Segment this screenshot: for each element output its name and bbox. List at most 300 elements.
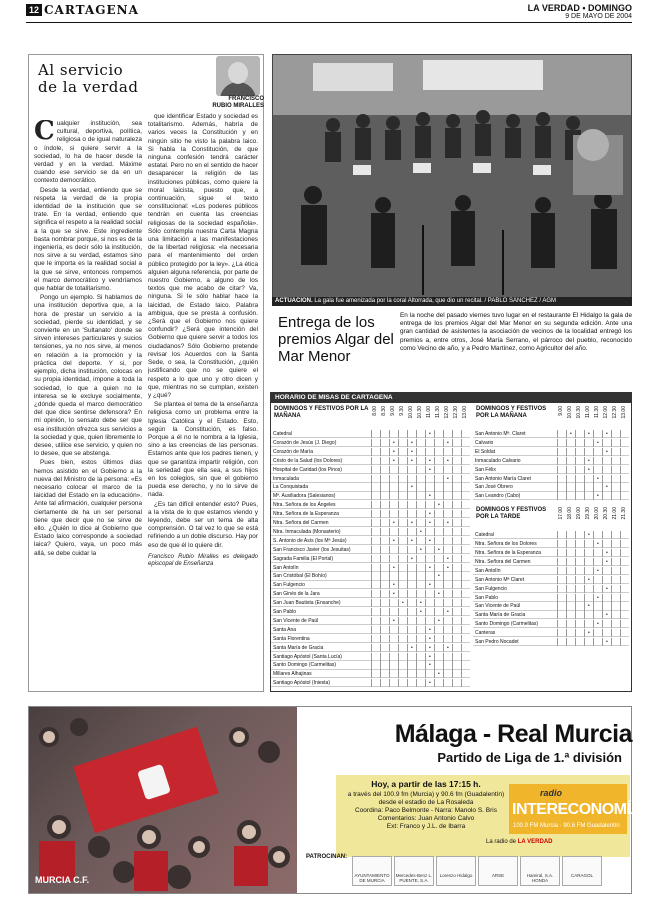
schedule-row [271, 546, 470, 554]
mass-mark: • [447, 475, 449, 482]
church-name: Catedral [475, 532, 494, 539]
schedule-cell [380, 510, 389, 518]
mass-mark: • [597, 475, 599, 482]
schedule-cell [620, 448, 629, 456]
schedule-cell [452, 528, 461, 536]
schedule-cell [380, 661, 389, 669]
schedule-cell [593, 629, 602, 637]
story-headline: Entrega de los premios Algar del Mar Menor [278, 314, 394, 365]
match-title: Málaga - Real Murcia [394, 720, 632, 748]
schedule-cell [452, 555, 461, 563]
schedule-cell [602, 594, 611, 602]
schedule-cell [566, 549, 575, 557]
sponsors-label: PATROCINAN: [306, 854, 348, 860]
church-name: San Antonio María Claret [475, 475, 531, 482]
schedule-cell [407, 439, 416, 447]
schedule-cell [380, 439, 389, 447]
schedule-cell [380, 572, 389, 580]
schedule-cell [425, 492, 434, 500]
schedule-cell [593, 540, 602, 548]
schedule-cell [557, 549, 566, 557]
schedule-cell [416, 617, 425, 625]
schedule-cell [602, 576, 611, 584]
schedule-cell [611, 611, 620, 619]
schedule-cell [461, 572, 470, 580]
schedule-cell [398, 430, 407, 438]
schedule-cell [575, 638, 584, 646]
schedule-cell [389, 679, 398, 687]
church-name: San Leandro (Cabo) [475, 493, 521, 500]
schedule-cell [443, 653, 452, 661]
schedule-cell [407, 457, 416, 465]
schedule-cell [593, 483, 602, 491]
schedule-cell [407, 635, 416, 643]
schedule-cell [407, 466, 416, 474]
schedule-cell [452, 670, 461, 678]
schedule-cell [389, 510, 398, 518]
schedule-cell [407, 501, 416, 509]
schedule-cell [602, 620, 611, 628]
schedule-cell [398, 528, 407, 536]
mass-mark: • [447, 609, 449, 615]
schedule-row [473, 594, 629, 602]
schedule-cell [452, 644, 461, 652]
schedule-hour: 10.00 [567, 406, 573, 419]
church-name: Millares Alhajinas [273, 671, 312, 678]
schedule-cell [380, 590, 389, 598]
schedule-cell [434, 510, 443, 518]
schedule-cell [434, 537, 443, 545]
schedule-cell [434, 679, 443, 687]
schedule-cell [407, 537, 416, 545]
schedule-cell [389, 528, 398, 536]
mass-mark: • [429, 493, 431, 500]
schedule-hour: 11.00 [426, 406, 432, 419]
schedule-hour: 20.30 [603, 507, 609, 520]
schedule-cell [380, 653, 389, 661]
mass-mark: • [411, 484, 413, 491]
schedule-cell [620, 602, 629, 610]
schedule-cell [398, 519, 407, 527]
schedule-hour: 19.30 [585, 507, 591, 520]
schedule-cell [389, 448, 398, 456]
schedule-cell [434, 501, 443, 509]
schedule-row [473, 549, 629, 557]
schedule-cell [416, 590, 425, 598]
schedule-row [271, 661, 470, 669]
schedule-cell [566, 620, 575, 628]
schedule-cell [398, 635, 407, 643]
schedule-cell [575, 558, 584, 566]
schedule-cell [461, 670, 470, 678]
schedule-cell [434, 439, 443, 447]
sponsor-logo: CARAGOL [562, 856, 602, 886]
schedule-cell [434, 483, 443, 491]
column-text-right [148, 113, 258, 688]
schedule-row [271, 483, 470, 491]
schedule-row [473, 439, 629, 447]
schedule-cell [425, 679, 434, 687]
church-name: Inmaculado Calvario [475, 457, 521, 464]
mass-mark: • [429, 457, 431, 464]
church-name: San Antonio Mª Claret [475, 576, 525, 583]
schedule-cell [611, 439, 620, 447]
schedule-cell [371, 599, 380, 607]
schedule-cell [371, 492, 380, 500]
schedule-cell [575, 611, 584, 619]
church-name: Ntra. Señora de los Ángeles [273, 502, 336, 509]
schedule-row [271, 555, 470, 563]
mass-mark: • [393, 564, 395, 571]
schedule-cell [593, 602, 602, 610]
schedule-row [271, 653, 470, 661]
church-name: Ntra. Señora de los Dolores [475, 541, 537, 548]
schedule-cell [443, 510, 452, 518]
schedule-cell [584, 602, 593, 610]
mass-mark: • [438, 546, 440, 553]
schedule-cell [557, 602, 566, 610]
column-paragraph: Desde la verdad, entiendo que se respeta la verdad de la propia identidad de la institución que se trate. En la verdad, entiendo que significa el respeto a la realidad social a la que se sirve. Este ingrediente basta nombrar porque, si nos es de la ingeniería, es decir sólo la institución, nos sirve a su verdad, estamos sino que le importa es la realidad social a la que se sirve, entonces rompemos el marco democrático y vendríamos que hablar de totalitarismo. [34, 186, 142, 293]
schedule-cell [407, 430, 416, 438]
schedule-cell [461, 457, 470, 465]
schedule-cell [620, 558, 629, 566]
schedule-cell [425, 483, 434, 491]
schedule-cell [425, 564, 434, 572]
schedule-cell [452, 590, 461, 598]
mass-mark: • [393, 439, 395, 446]
schedule-cell [452, 661, 461, 669]
schedule-cell [434, 661, 443, 669]
schedule-cell [452, 475, 461, 483]
crowd-banner: MURCIA C.F. [35, 875, 90, 885]
schedule-cell [593, 549, 602, 557]
schedule-cell [371, 519, 380, 527]
schedule-row [271, 572, 470, 580]
schedule-cell [611, 594, 620, 602]
schedule-cell [389, 590, 398, 598]
schedule-cell [443, 644, 452, 652]
schedule-cell [452, 537, 461, 545]
schedule-cell [557, 558, 566, 566]
schedule-cell [602, 475, 611, 483]
schedule-cell [575, 602, 584, 610]
schedule-cell [380, 501, 389, 509]
schedule-cell [434, 564, 443, 572]
schedule-cell [425, 581, 434, 589]
schedule-cell [443, 475, 452, 483]
schedule-cell [452, 572, 461, 580]
schedule-cell [557, 475, 566, 483]
schedule-cell [416, 510, 425, 518]
schedule-cell [434, 448, 443, 456]
schedule-cell [611, 475, 620, 483]
schedule-cell [557, 466, 566, 474]
schedule-cell [620, 629, 629, 637]
author-portrait [216, 56, 260, 96]
mass-mark: • [429, 520, 431, 526]
schedule-cell [584, 558, 593, 566]
schedule-cell [461, 537, 470, 545]
mass-mark: • [438, 591, 440, 598]
schedule-cell [461, 661, 470, 669]
schedule-cell [593, 638, 602, 646]
church-name: Santa María de Gracia [273, 644, 324, 651]
schedule-cell [452, 430, 461, 438]
schedule-cell [371, 501, 380, 509]
schedule-cell [398, 510, 407, 518]
schedule-cell [380, 608, 389, 616]
schedule-row [271, 670, 470, 678]
schedule-cell [584, 531, 593, 539]
photo-caption: ACTUACIÓN. La gala fue amenizada por la coral Altorrada, que dio un recital. / PABLO SÁNCHEZ / AGM [272, 297, 632, 306]
schedule-cell [434, 519, 443, 527]
schedule-cell [575, 483, 584, 491]
schedule-cell [398, 608, 407, 616]
schedule-cell [425, 617, 434, 625]
church-name: San Antolín [475, 567, 501, 574]
schedule-cell [443, 430, 452, 438]
mass-mark: • [429, 537, 431, 544]
schedule-cell [620, 439, 629, 447]
mass-mark: • [606, 639, 608, 645]
schedule-cell [575, 540, 584, 548]
church-name: San Cristóbal (El Bohío) [273, 573, 327, 580]
schedule-cell [602, 540, 611, 548]
mass-mark: • [588, 576, 590, 583]
schedule-cell [593, 576, 602, 584]
schedule-cell [380, 599, 389, 607]
mass-mark: • [393, 537, 395, 544]
schedule-cell [461, 555, 470, 563]
schedule-cell [434, 457, 443, 465]
schedule-cell [389, 475, 398, 483]
schedule-cell [452, 483, 461, 491]
schedule-cell [389, 608, 398, 616]
schedule-cell [557, 629, 566, 637]
mass-mark: • [429, 466, 431, 473]
church-name: Hospital de Caridad (los Pinos) [273, 466, 342, 473]
mass-mark: • [420, 600, 422, 607]
crowd-photo [29, 707, 297, 894]
sponsor-logo: Mercedes-Benz L. PUENTE, S.A. [394, 856, 434, 886]
schedule-cell [407, 528, 416, 536]
schedule-cell [443, 466, 452, 474]
radio-owner-line: La radio de LA VERDAD [486, 839, 553, 845]
column-paragraph: Pues bien, estos últimos días hemos asistido en el Gobierno a la nueva del Ministro de la persona: «Es necesario colocar el marco de la laicidad del Estado en la educación». Ante tal afirmación, cualquier persona ciertamente de ha un ser personal tiene que decir que no se sirve de ello. ¿Quién lo dice al Gobierno que Estado laico corresponde a sociedad laica? Quiero, vaya, un poco más allá, se debe cuidar la [34, 459, 142, 557]
schedule-cell [407, 564, 416, 572]
schedule-cell [407, 644, 416, 652]
church-name: Catedral [273, 431, 292, 437]
schedule-cell [398, 590, 407, 598]
mass-mark: • [588, 532, 590, 539]
schedule-cell [443, 590, 452, 598]
church-name: Santiago Apóstol (Iniesta) [273, 680, 330, 687]
schedule-cell [602, 611, 611, 619]
schedule-cell [575, 430, 584, 438]
schedule-cell [389, 670, 398, 678]
schedule-cell [620, 620, 629, 628]
schedule-cell [398, 546, 407, 554]
schedule-row [473, 558, 629, 566]
schedule-cell [575, 466, 584, 474]
schedule-cell [371, 475, 380, 483]
schedule-cell [584, 457, 593, 465]
mass-mark: • [393, 617, 395, 624]
schedule-cell [434, 608, 443, 616]
schedule-cell [380, 483, 389, 491]
schedule-cell [461, 564, 470, 572]
schedule-cell [371, 617, 380, 625]
mass-mark: • [429, 653, 431, 660]
mass-mark: • [597, 594, 599, 601]
schedule-cell [389, 661, 398, 669]
schedule-cell [425, 510, 434, 518]
schedule-cell [416, 679, 425, 687]
schedule-cell [611, 602, 620, 610]
church-name: San Vicente de Paúl [273, 617, 319, 624]
schedule-cell [575, 576, 584, 584]
schedule-cell [416, 501, 425, 509]
schedule-row [473, 540, 629, 548]
schedule-cell [461, 492, 470, 500]
schedule-row [473, 611, 629, 619]
schedule-cell [416, 528, 425, 536]
schedule-cell [416, 519, 425, 527]
schedule-cell [620, 594, 629, 602]
schedule-cell [557, 430, 566, 438]
schedule-cell [425, 501, 434, 509]
schedule-cell [557, 483, 566, 491]
schedule-row [271, 608, 470, 616]
mass-mark: • [447, 564, 449, 571]
mass-mark: • [429, 626, 431, 633]
broadcast-detail-line: Comentarios: Juan Antonio Calvo [377, 815, 475, 822]
mass-mark: • [597, 439, 599, 446]
schedule-cell [584, 466, 593, 474]
schedule-cell [407, 670, 416, 678]
schedule-cell [371, 661, 380, 669]
schedule-cell [461, 617, 470, 625]
schedule-cell [611, 540, 620, 548]
schedule-cell [611, 549, 620, 557]
mass-schedule [270, 392, 632, 692]
sponsor-logo: Lorenzo Hidalgo [436, 856, 476, 886]
schedule-cell [566, 448, 575, 456]
mass-mark: • [429, 564, 431, 571]
schedule-cell [584, 483, 593, 491]
schedule-cell [443, 608, 452, 616]
schedule-cell [461, 430, 470, 438]
church-name: Santa María de Gracia [475, 612, 526, 619]
schedule-hour: 10.30 [417, 406, 423, 419]
mass-mark: • [411, 555, 413, 562]
schedule-cell [371, 581, 380, 589]
schedule-cell [452, 599, 461, 607]
author-byline: FRANCISCO RUBIO MIRALLES [212, 96, 264, 109]
schedule-cell [407, 519, 416, 527]
schedule-cell [557, 585, 566, 593]
schedule-cell [452, 679, 461, 687]
schedule-row [473, 531, 629, 539]
mass-mark: • [411, 448, 413, 455]
sponsor-logo: AYUNTAMIENTO DE MURCIA [352, 856, 392, 886]
schedule-cell [416, 581, 425, 589]
schedule-cell [593, 531, 602, 539]
schedule-cell [584, 629, 593, 637]
schedule-cell [398, 661, 407, 669]
schedule-cell [371, 546, 380, 554]
mass-mark: • [393, 448, 395, 455]
church-name: San Francisco Javier (los Jesuitas) [273, 546, 351, 553]
schedule-row [473, 629, 629, 637]
schedule-cell [452, 492, 461, 500]
mass-mark: • [438, 502, 440, 509]
column-paragraph: Se plantea el tema de la enseñanza religiosa como un problema entre la Iglesia Católica y el Estado. Esto, según la Constitución, es falso. Porque a él no le nombra a la Iglesia, sino a las creencias de las personas. Estamos ante que los padres tienen, y que se garantiza impartir religión, con la seriedad que ella sea, a sus hijos en los colegios, sin que el gobierno pueda ese derecho, y no lo sirve de nada. [148, 401, 258, 499]
schedule-cell [611, 558, 620, 566]
schedule-hour: 19.00 [576, 507, 582, 520]
mass-mark: • [606, 431, 608, 437]
schedule-cell [398, 599, 407, 607]
schedule-row [271, 617, 470, 625]
schedule-row [473, 492, 629, 500]
schedule-cell [557, 531, 566, 539]
schedule-cell [611, 576, 620, 584]
schedule-cell [452, 519, 461, 527]
schedule-cell [398, 555, 407, 563]
schedule-cell [443, 457, 452, 465]
schedule-cell [434, 653, 443, 661]
schedule-cell [461, 546, 470, 554]
schedule-cell [425, 475, 434, 483]
schedule-cell [398, 448, 407, 456]
schedule-cell [452, 653, 461, 661]
church-name: Cristo de la Salud (los Dolores) [273, 457, 343, 464]
schedule-cell [443, 670, 452, 678]
church-name: Santa Ana [273, 626, 297, 633]
schedule-cell [443, 519, 452, 527]
schedule-cell [371, 466, 380, 474]
schedule-row [271, 635, 470, 643]
schedule-cell [371, 626, 380, 634]
schedule-cell [416, 555, 425, 563]
schedule-cell [407, 679, 416, 687]
schedule-cell [593, 585, 602, 593]
schedule-cell [611, 448, 620, 456]
schedule-cell [611, 492, 620, 500]
schedule-cell [443, 546, 452, 554]
schedule-cell [425, 537, 434, 545]
schedule-cell [557, 439, 566, 447]
schedule-cell [416, 599, 425, 607]
schedule-cell [407, 581, 416, 589]
schedule-cell [407, 626, 416, 634]
schedule-cell [602, 549, 611, 557]
mass-mark: • [606, 612, 608, 619]
schedule-header: DOMINGOS Y FESTIVOS POR LA MAÑANA [476, 406, 547, 419]
schedule-cell [443, 581, 452, 589]
schedule-row [271, 564, 470, 572]
schedule-cell [566, 531, 575, 539]
schedule-cell [461, 653, 470, 661]
author-note: Francisco Rubio Miralles es delegado episcopal de Enseñanza [148, 553, 258, 568]
sponsor-logo: ARSE [478, 856, 518, 886]
schedule-cell [389, 519, 398, 527]
radio-logo-name: INTERECONOMÍA [512, 801, 642, 818]
schedule-cell [584, 492, 593, 500]
schedule-cell [611, 430, 620, 438]
schedule-row [473, 620, 629, 628]
broadcast-detail-line: Coordina: Paco Belmonte - Narra: Manolo S. Bris [355, 807, 497, 814]
